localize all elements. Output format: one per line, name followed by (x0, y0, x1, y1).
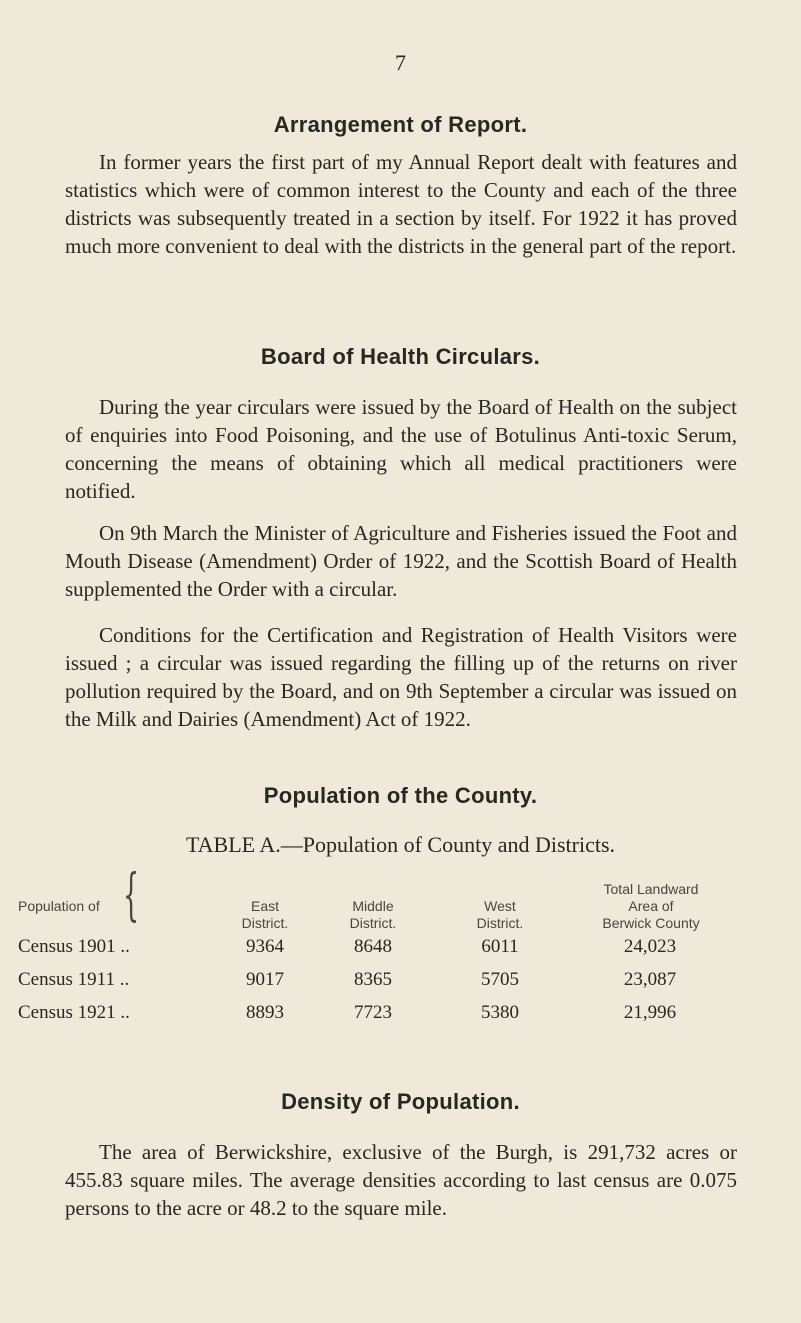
cell-middle: 7723 (354, 1002, 392, 1023)
header-middle-line2: District. (349, 915, 397, 931)
cell-west: 6011 (481, 936, 519, 957)
header-total-line1: Total Landward (603, 881, 699, 897)
cell-east: 8893 (246, 1002, 284, 1023)
page-number: 7 (395, 50, 406, 75)
table-row (0, 1002, 801, 1028)
header-total-line3: Berwick County (602, 915, 700, 931)
table-title: TABLE A.—Population of County and Districts. (185, 832, 616, 857)
cell-total: 23,087 (623, 969, 677, 990)
paragraph-density: The area of Berwickshire, exclusive of the Burgh, is 291,732 acres or 455.83 square miles. The average densities according to last census are 0.075 persons to the acre or 48.2 to the square mile. (65, 1140, 737, 1220)
heading-density: Density of Population. (281, 1089, 520, 1114)
heading-circulars: Board of Health Circulars. (260, 344, 541, 369)
header-east-line1: East (250, 898, 279, 914)
row-label: Census 1901 .. (18, 936, 130, 957)
cell-total: 21,996 (623, 1002, 677, 1023)
header-west-line2: District. (476, 915, 524, 931)
row-label: Census 1911 .. (18, 969, 130, 990)
paragraph-arrangement: In former years the first part of my Annual Report dealt with features and statistics which were of common interest to the County and each of the three districts was subsequently treated in a section by itself. For 1922 it has proved much more convenient to deal with the districts in the general part of the report. (65, 150, 737, 258)
header-west-line1: West (484, 898, 516, 914)
cell-total: 24,023 (623, 936, 677, 957)
paragraph-circulars-1: During the year circulars were issued by the Board of Health on the subject of enquiries into Food Poisoning, and the use of Botulinus Anti-toxic Serum, concerning the means of obtaining which all medical practitioners were notified. (65, 395, 737, 503)
header-total-line2: Area of (628, 898, 674, 914)
table-row (0, 969, 801, 995)
cell-east: 9017 (246, 969, 284, 990)
cell-west: 5705 (481, 969, 519, 990)
brace-icon: { (123, 863, 140, 928)
header-population-of: Population of (18, 898, 100, 914)
heading-population: Population of the County. (263, 783, 538, 808)
header-west (465, 898, 535, 932)
header-middle-line1: Middle (352, 898, 394, 914)
row-label: Census 1921 .. (18, 1002, 130, 1023)
paragraph-circulars-2: On 9th March the Minister of Agriculture and Fisheries issued the Foot and Mouth Disease (Amendment) Order of 1922, and the Scottish Board of Health supplemented the Order with a circular. (65, 521, 737, 601)
cell-east: 9364 (246, 936, 284, 957)
header-east (240, 898, 290, 932)
header-middle (338, 898, 408, 932)
cell-west: 5380 (481, 1002, 519, 1023)
cell-middle: 8365 (354, 969, 392, 990)
paragraph-circulars-3: Conditions for the Certification and Registration of Health Visitors were issued ; a circular was issued regarding the filling up of the returns on river pollution required by the Board, and on 9th September a circular was issued on the Milk and Dairies (Amendment) Act of 1922. (65, 623, 737, 731)
header-east-line2: District. (241, 915, 289, 931)
heading-arrangement: Arrangement of Report. (273, 112, 528, 137)
cell-middle: 8648 (354, 936, 392, 957)
header-total (586, 881, 716, 932)
table-row (0, 936, 801, 962)
